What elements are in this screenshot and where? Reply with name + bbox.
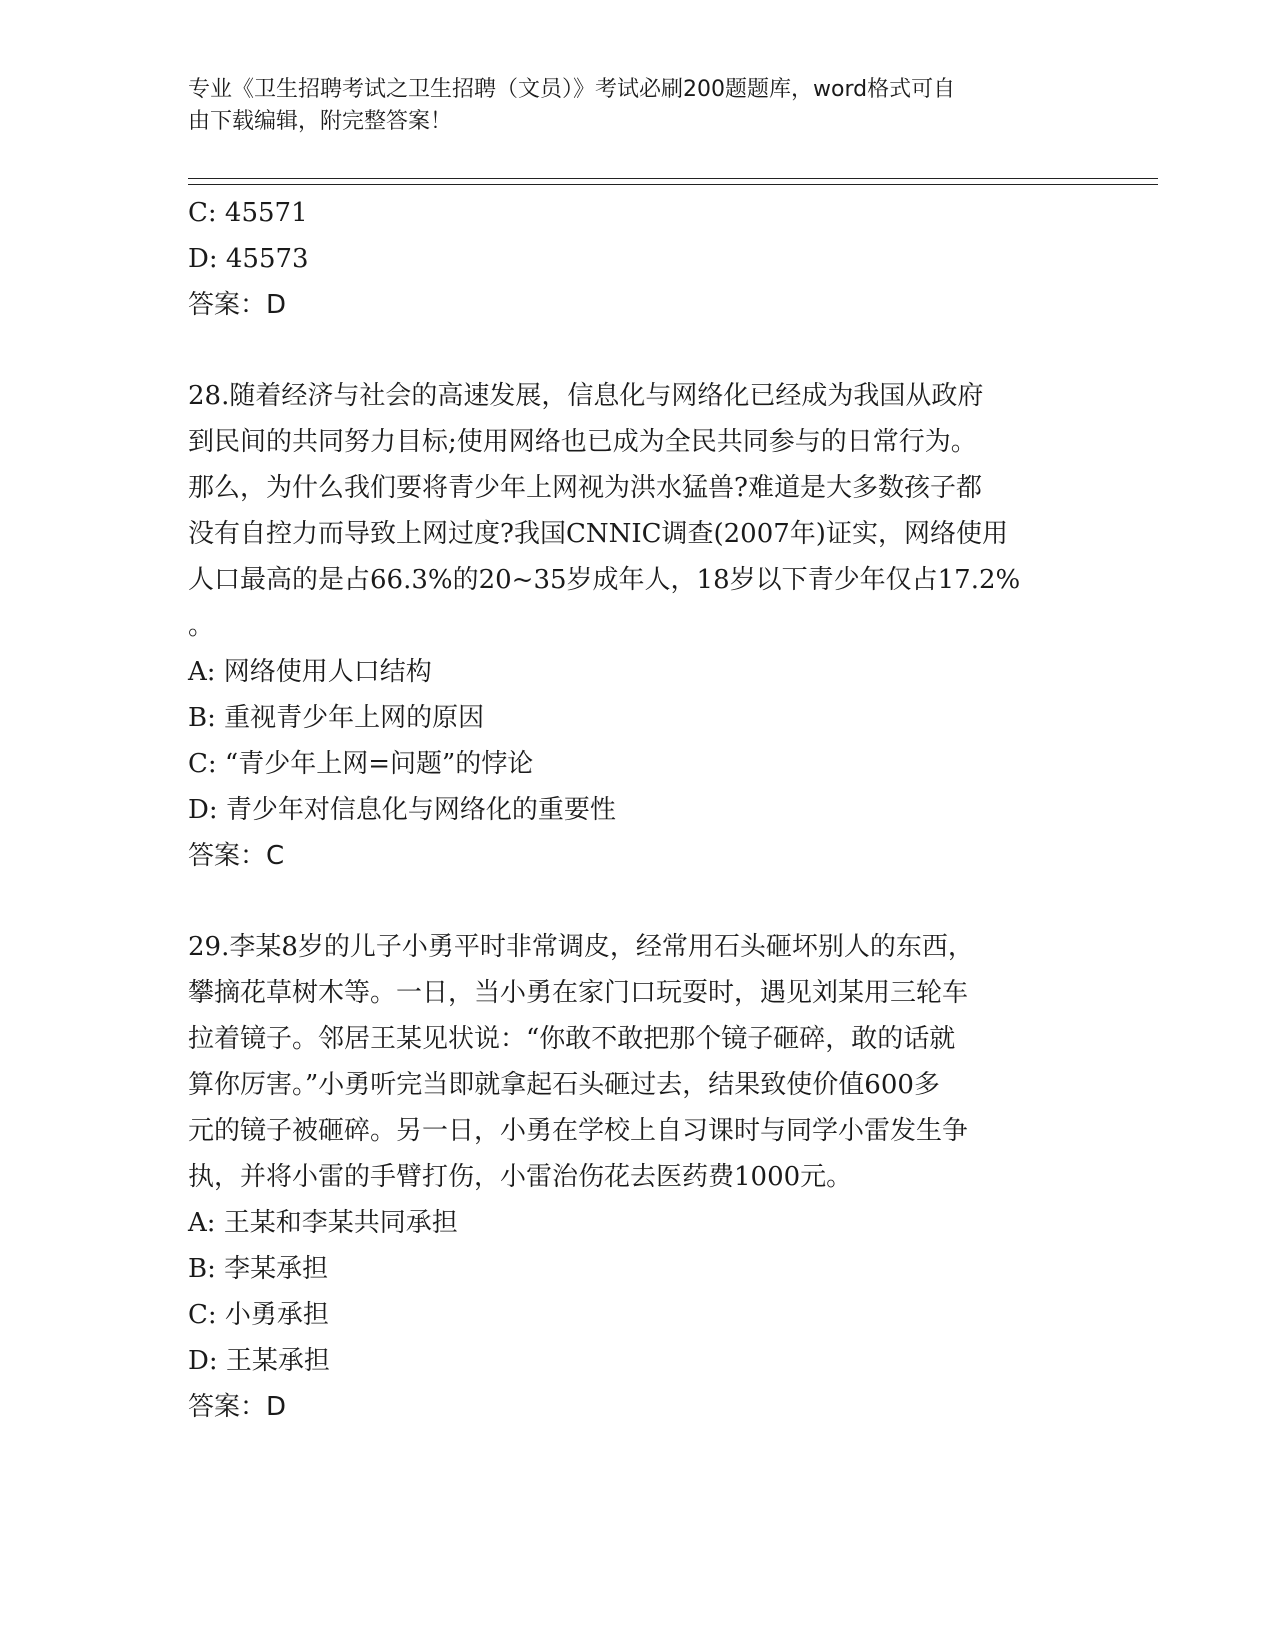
answer-label: 答案：D bbox=[188, 1392, 287, 1422]
header-divider-top bbox=[188, 178, 1158, 179]
option-a: A: 王某和李某共同承担 bbox=[188, 1208, 458, 1238]
header-divider-bottom bbox=[188, 184, 1158, 185]
option-b: B: 重视青少年上网的原因 bbox=[188, 703, 485, 733]
document-body bbox=[188, 190, 1088, 1430]
question-stem-line: 拉着镜子。邻居王某见状说：“你敢不敢把那个镜子砸碎，敢的话就 bbox=[188, 1024, 956, 1054]
question-stem-line: 到民间的共同努力目标;使用网络也已成为全民共同参与的日常行为。 bbox=[188, 427, 977, 457]
question-stem-line: 攀摘花草树木等。一日，当小勇在家门口玩耍时，遇见刘某用三轮车 bbox=[188, 978, 969, 1008]
question-stem-line: 元的镜子被砸碎。另一日，小勇在学校上自习课时与同学小雷发生争 bbox=[188, 1116, 969, 1146]
question-stem-line: 没有自控力而导致上网过度?我国CNNIC调查(2007年)证实，网络使用 bbox=[188, 519, 1008, 549]
option-d: D: 王某承担 bbox=[188, 1346, 330, 1376]
answer-label: 答案：C bbox=[188, 841, 285, 871]
question-stem-line: 那么，为什么我们要将青少年上网视为洪水猛兽?难道是大多数孩子都 bbox=[188, 473, 982, 503]
option-c: C: 45571 bbox=[188, 198, 308, 228]
option-c: C: “青少年上网=问题”的悖论 bbox=[188, 749, 534, 779]
option-c: C: 小勇承担 bbox=[188, 1300, 329, 1330]
header-title-line-2: 由下载编辑，附完整答案！ bbox=[188, 109, 453, 134]
question-stem-line: 执，并将小雷的手臂打伤，小雷治伤花去医药费1000元。 bbox=[188, 1162, 853, 1192]
question-stem-line: 28.随着经济与社会的高速发展，信息化与网络化已经成为我国从政府 bbox=[188, 381, 984, 411]
answer-label: 答案：D bbox=[188, 290, 287, 320]
question-spacer bbox=[188, 328, 1088, 373]
option-d: D: 青少年对信息化与网络化的重要性 bbox=[188, 795, 616, 825]
question-stem-line: 。 bbox=[188, 611, 215, 641]
question-stem-line: 人口最高的是占66.3%的20~35岁成年人，18岁以下青少年仅占17.2% bbox=[188, 565, 1021, 595]
document-header bbox=[188, 74, 1068, 138]
question-stem-line: 29.李某8岁的儿子小勇平时非常调皮，经常用石头砸坏别人的东西， bbox=[188, 932, 974, 962]
header-title-line-1: 专业《卫生招聘考试之卫生招聘（文员）》考试必刷200题题库，word格式可自 bbox=[188, 77, 956, 102]
question-spacer bbox=[188, 879, 1088, 924]
question-28 bbox=[188, 373, 1088, 879]
option-a: A: 网络使用人口结构 bbox=[188, 657, 432, 687]
option-b: B: 李某承担 bbox=[188, 1254, 329, 1284]
question-27 bbox=[188, 190, 1088, 328]
question-29 bbox=[188, 924, 1088, 1430]
question-stem-line: 算你厉害。”小勇听完当即就拿起石头砸过去，结果致使价值600多 bbox=[188, 1070, 940, 1100]
option-d: D: 45573 bbox=[188, 244, 309, 274]
